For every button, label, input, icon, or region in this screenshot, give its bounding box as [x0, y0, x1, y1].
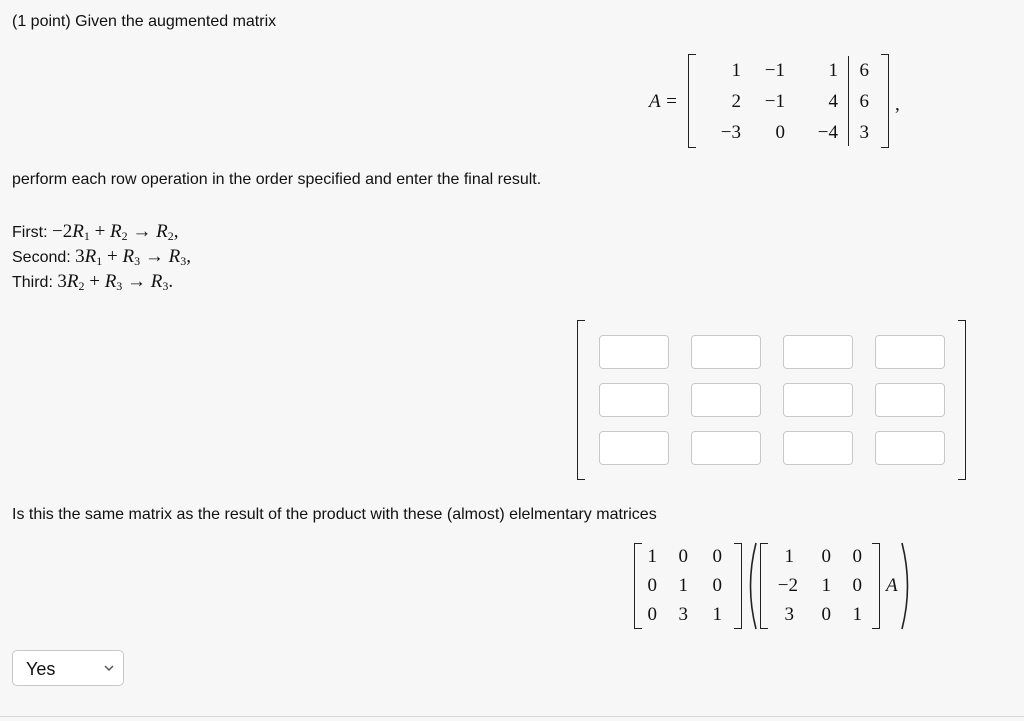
matrix-cell: 1 — [712, 604, 722, 625]
matrix-symbol-a: A — [886, 575, 898, 596]
answer-input-r1c4[interactable] — [875, 335, 945, 369]
matrix-cell: 0 — [852, 546, 862, 567]
left-bracket — [577, 320, 585, 480]
matrix-cell: 1 — [678, 575, 688, 596]
matrix-cell: −4 — [817, 122, 838, 143]
problem-intro: (1 point) Given the augmented matrix — [12, 13, 277, 30]
matrix-cell: −2 — [777, 575, 798, 596]
matrix-cell: 0 — [821, 546, 831, 567]
matrix-cell: 0 — [647, 575, 657, 596]
right-bracket — [734, 543, 742, 629]
row-operation-first: First: $-2R_1 + R_2 \to R_2$, — [12, 221, 179, 243]
right-bracket — [872, 543, 880, 629]
answer-input-r2c4[interactable] — [875, 383, 945, 417]
left-bracket — [688, 54, 696, 148]
answer-input-r1c3[interactable] — [783, 335, 853, 369]
answer-select[interactable] — [12, 650, 124, 686]
matrix-cell: 3 — [678, 604, 688, 625]
answer-input-r2c3[interactable] — [783, 383, 853, 417]
select-value: Yes — [26, 659, 56, 679]
chevron-down-icon — [103, 662, 115, 674]
answer-input-r1c2[interactable] — [691, 335, 761, 369]
elementary-matrix-product — [634, 540, 914, 630]
matrix-cell: 3 — [784, 604, 794, 625]
trailing-comma: , — [895, 94, 900, 115]
matrix-cell: −1 — [764, 60, 785, 81]
matrix-cell: 0 — [712, 546, 722, 567]
matrix-cell: 1 — [731, 60, 741, 81]
right-bracket — [881, 54, 889, 148]
matrix-cell: 0 — [852, 575, 862, 596]
augment-divider — [848, 56, 849, 146]
divider — [0, 716, 1024, 717]
right-bracket — [958, 320, 966, 480]
answer-input-r3c4[interactable] — [875, 431, 945, 465]
answer-input-r2c2[interactable] — [691, 383, 761, 417]
answer-input-r3c3[interactable] — [783, 431, 853, 465]
matrix-cell: 1 — [821, 575, 831, 596]
answer-matrix — [577, 320, 967, 480]
matrix-cell: 0 — [678, 546, 688, 567]
close-paren — [900, 542, 914, 630]
matrix-cell: 0 — [821, 604, 831, 625]
row-operation-second: Second: $3R_1 + R_3 \to R_3$, — [12, 246, 191, 268]
instruction-text: perform each row operation in the order specified and enter the final result. — [12, 171, 542, 188]
matrix-cell: −1 — [764, 91, 785, 112]
matrix-cell: 6 — [859, 91, 869, 112]
matrix-cell: 0 — [775, 122, 785, 143]
augmented-matrix — [643, 52, 923, 152]
matrix-cell: 6 — [859, 60, 869, 81]
matrix-cell: 2 — [731, 91, 741, 112]
matrix-label: A = — [649, 91, 678, 112]
matrix-cell: 1 — [647, 546, 657, 567]
answer-input-r3c2[interactable] — [691, 431, 761, 465]
matrix-cell: 1 — [828, 60, 838, 81]
matrix-cell: 4 — [828, 91, 838, 112]
answer-input-r1c1[interactable] — [599, 335, 669, 369]
answer-input-r2c1[interactable] — [599, 383, 669, 417]
matrix-cell: −3 — [720, 122, 741, 143]
question-text: Is this the same matrix as the result of the product with these (almost) elelmentary matrices — [12, 506, 657, 523]
matrix-cell: 0 — [647, 604, 657, 625]
matrix-cell: 3 — [859, 122, 869, 143]
matrix-cell: 1 — [852, 604, 862, 625]
matrix-cell: 1 — [784, 546, 794, 567]
answer-input-r3c1[interactable] — [599, 431, 669, 465]
matrix-cell: 0 — [712, 575, 722, 596]
open-paren — [744, 542, 758, 630]
row-operation-third: Third: $3R_2 + R_3 \to R_3$. — [12, 271, 174, 293]
